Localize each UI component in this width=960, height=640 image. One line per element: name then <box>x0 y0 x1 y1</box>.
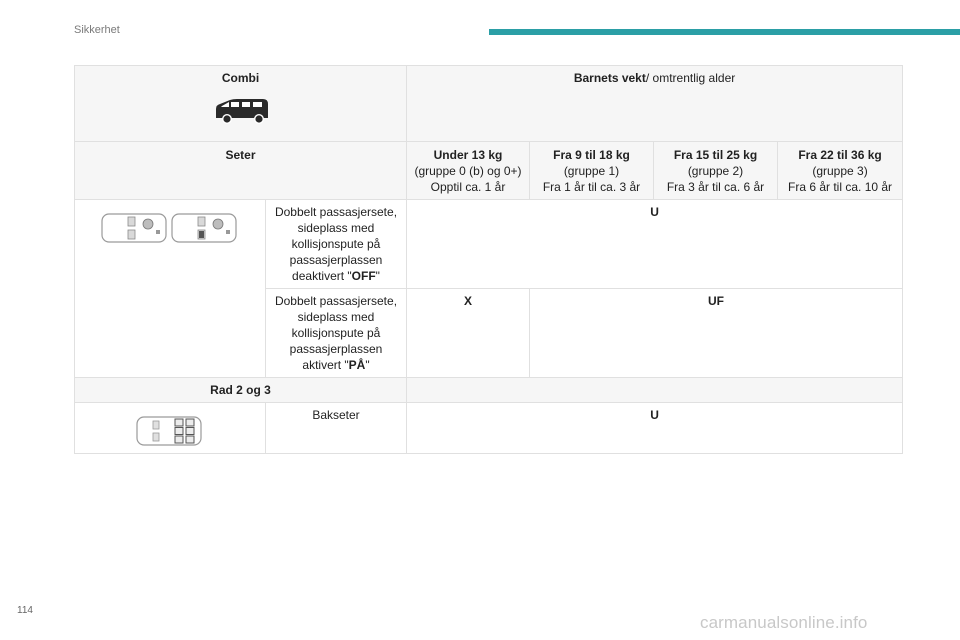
front-seat-diagram-cell <box>75 200 266 378</box>
child-seat-table <box>74 65 903 454</box>
vehicle-type-label: Combi <box>221 71 260 85</box>
group-3-header: Fra 22 til 36 kg (gruppe 3) Fra 6 år til ca. 10 år <box>778 142 903 200</box>
front-seat-airbag-on-label: Dobbelt passasjersete, sideplass med kollisjonspute på passasjerplassen aktivert "PÅ" <box>266 289 407 378</box>
vehicle-type-cell <box>75 66 407 142</box>
front-passenger-seat-diagram <box>100 210 240 246</box>
row-2-3-header: Rad 2 og 3 <box>75 378 407 403</box>
table-row <box>75 200 903 289</box>
section-accent-bar <box>489 29 960 35</box>
front-seat-airbag-off-value: U <box>407 200 903 289</box>
table-row <box>75 403 903 454</box>
table-row <box>75 66 903 142</box>
rear-seats-diagram <box>135 413 205 449</box>
watermark: carmanualsonline.info <box>700 613 868 632</box>
child-weight-label: Barnets vekt <box>573 71 646 85</box>
car-icon <box>211 96 271 126</box>
child-weight-header <box>407 66 903 142</box>
child-age-label: / omtrentlig alder <box>645 71 736 85</box>
rear-seat-value: U <box>407 403 903 454</box>
group-0-header: Under 13 kg (gruppe 0 (b) og 0+) Opptil ca. 1 år <box>407 142 530 200</box>
table-row <box>75 378 903 403</box>
rear-seat-label: Bakseter <box>266 403 407 454</box>
row-2-3-empty <box>407 378 903 403</box>
rear-seat-diagram-cell <box>75 403 266 454</box>
table-row <box>75 142 903 200</box>
group-2-header: Fra 15 til 25 kg (gruppe 2) Fra 3 år til ca. 6 år <box>654 142 778 200</box>
group-1-header: Fra 9 til 18 kg (gruppe 1) Fra 1 år til ca. 3 år <box>530 142 654 200</box>
page-number: 114 <box>17 605 33 616</box>
front-seat-airbag-off-label: Dobbelt passasjersete, sideplass med kollisjonspute på passasjerplassen deaktivert "OFF" <box>266 200 407 289</box>
seats-header: Seter <box>75 142 407 200</box>
section-title: Sikkerhet <box>74 24 120 36</box>
front-seat-airbag-on-group0-value: X <box>407 289 530 378</box>
front-seat-airbag-on-other-value: UF <box>530 289 903 378</box>
